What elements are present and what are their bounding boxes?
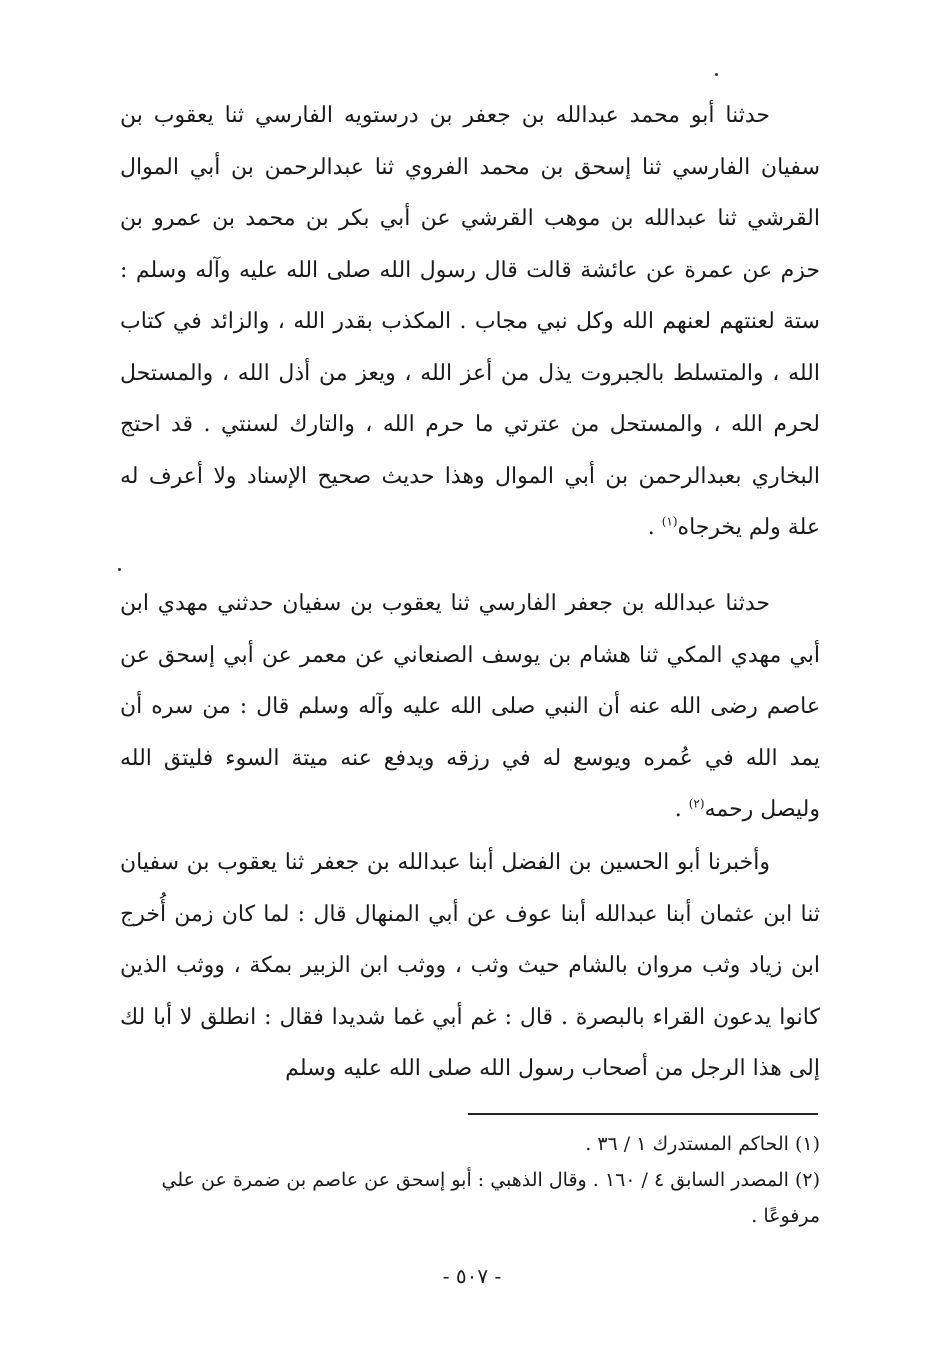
ink-speck xyxy=(715,73,718,76)
paragraph-text: حدثنا عبدالله بن جعفر الفارسي ثنا يعقوب بن سفيان حدثني مهدي ابن أبي مهدي المكي ثنا هشام بن يوسف الصنعاني عن معمر عن أبي إسحق عن عاصم رضى الله عنه أن النبي صلى الله عليه وآله وسلم قال : من سره أن يمد الله في عُمره ويوسع له في رزقه ويدفع عنه ميتة السوء فليتق الله وليصل رحمه xyxy=(120,591,820,822)
page-number: - ٥٠٧ - xyxy=(442,1264,502,1288)
paragraph-text: حدثنا أبو محمد عبدالله بن جعفر بن درستويه الفارسي ثنا يعقوب بن سفيان الفارسي ثنا إسحق بن محمد الفروي ثنا عبدالرحمن بن أبي الموال القرشي ثنا عبدالله بن موهب القرشي عن أبي بكر بن محمد بن عمرو بن حزم عن عمرة عن عائشة قالت قال رسول الله صلى الله عليه وآله وسلم : ستة لعنتهم لعنهم الله وكل نبي مجاب . المكذب بقدر الله ، والزائد في كتاب الله ، والمتسلط بالجبروت يذل من أعز الله ، ويعز من أذل الله ، والمستحل لحرم الله ، والمستحل من عترتي ما حرم الله ، والتارك لسنتي . قد احتج البخاري بعبدالرحمن بن أبي الموال وهذا حديث صحيح الإسناد ولا أعرف له علة ولم يخرجاه xyxy=(120,103,820,540)
hadith-paragraph-2 xyxy=(120,578,820,836)
footnote-reference-2: (٢) xyxy=(688,796,705,811)
footnote-2 xyxy=(100,1162,820,1234)
footnote-1 xyxy=(100,1126,820,1162)
footnote-text: الحاكم المستدرك ١ / ٣٦ . xyxy=(585,1133,789,1155)
footnote-number: (٢) xyxy=(794,1169,820,1191)
paragraph-text: وأخبرنا أبو الحسين بن الفضل أبنا عبدالله بن جعفر ثنا يعقوب بن سفيان ثنا ابن عثمان أبنا عبدالله أبنا عوف عن أبي المنهال قال : لما كان زمن أُخرج ابن زياد وثب مروان بالشام حيث وثب ، ووثب ابن الزبير بمكة ، ووثب الذين كانوا يدعون القراء بالبصرة . قال : غم أبي غما شديدا فقال : انطلق لا أبا لك إلى هذا الرجل من أصحاب رسول الله صلى الله عليه وسلم xyxy=(120,850,820,1081)
hadith-paragraph-3 xyxy=(120,837,820,1095)
paragraph-end: . xyxy=(674,797,689,822)
hadith-paragraph-1 xyxy=(120,90,820,554)
footnote-reference-1: (١) xyxy=(661,514,678,529)
paragraph-end: . xyxy=(647,515,662,540)
footnote-number: (١) xyxy=(794,1133,820,1155)
footnotes xyxy=(100,1126,820,1234)
footnote-text: المصدر السابق ٤ / ١٦٠ . وقال الذهبي : أبو إسحق عن عاصم بن ضمرة عن علي مرفوعًا . xyxy=(161,1169,820,1227)
footnote-separator xyxy=(468,1113,818,1115)
ink-speck xyxy=(118,568,121,571)
